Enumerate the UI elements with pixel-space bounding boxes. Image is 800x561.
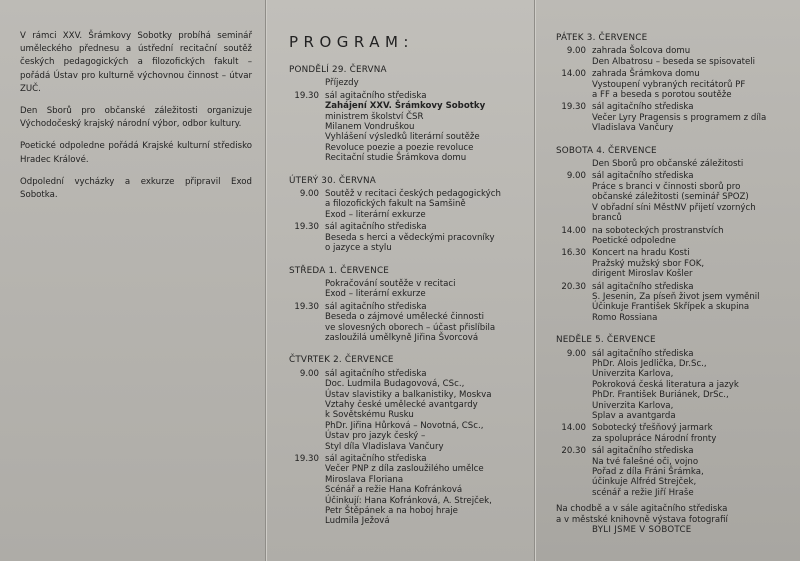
event-line: Ústav slavistiky a balkanistiky, Moskva	[325, 389, 492, 400]
event-description	[592, 171, 800, 223]
intro-text	[20, 30, 252, 211]
event-description	[592, 46, 800, 67]
event-line: Exod – literární exkurze	[325, 289, 426, 300]
event-line: Ludmila Ježová	[325, 516, 390, 527]
fold-line-left	[265, 0, 266, 561]
event-line: Účinkuje František Skřípek a skupina	[592, 302, 750, 313]
event-description	[325, 78, 534, 88]
event-time	[289, 78, 325, 88]
event-time: 9.00	[566, 348, 586, 359]
event-line: Poetické odpoledne	[592, 235, 676, 246]
event-time	[556, 159, 592, 169]
exhibition-note	[556, 504, 800, 535]
event-line: zahrada Šolcova domu	[592, 46, 691, 57]
event-line: Scénář a režie Hana Kofránková	[325, 485, 463, 496]
event-line: za spolupráce Národní fronty	[592, 433, 717, 444]
event-line: Pokroková česká literatura a jazyk	[592, 379, 739, 390]
event-line: zasloužilá umělkyně Jiřina Švorcová	[325, 332, 479, 343]
program-event	[556, 226, 800, 247]
event-description	[592, 282, 800, 324]
event-line: Práce s branci v činnosti sborů pro	[592, 181, 741, 192]
event-line: Zahájení XXV. Šrámkovy Sobotky	[325, 101, 486, 112]
event-line: ve slovesných oborech – účast přislíbila	[325, 322, 496, 333]
event-time: 14.00	[561, 225, 586, 236]
event-line: sál agitačního střediska	[325, 90, 427, 101]
program-column-2	[556, 33, 800, 535]
event-time: 20.30	[561, 446, 586, 457]
event-time: 14.00	[561, 69, 586, 80]
event-time: 9.00	[299, 189, 319, 200]
event-time: 19.30	[561, 102, 586, 113]
day-heading: PÁTEK 3. ČERVENCE	[556, 33, 648, 43]
event-time: 9.00	[566, 171, 586, 182]
program-event	[289, 279, 534, 300]
intro-paragraph: V rámci XXV. Šrámkovy Sobotky probíhá seminář uměleckého přednesu a ústřední recitační soutěž českých pedagogických a filozofických fakult – pořádá Ústav pro kulturně výchovnou činnost – útvar ZUČ.	[20, 31, 252, 94]
event-line: branců	[592, 213, 622, 224]
event-line: sál agitačního střediska	[325, 222, 427, 233]
event-line: PhDr. František Buriánek, DrSc.,	[592, 390, 729, 401]
event-line: PhDr. Jiřina Hůrková – Novotná, CSc.,	[325, 420, 484, 431]
intro-paragraph: Den Sborů pro občanské záležitosti organizuje Východočeský krajský národní výbor, odbor kultury.	[20, 106, 252, 130]
event-line: dirigent Miroslav Košler	[592, 269, 693, 280]
event-line: sál agitačního střediska	[592, 102, 694, 113]
program-event	[289, 189, 534, 220]
event-line: Soutěž v recitaci českých pedagogických	[325, 189, 501, 200]
event-description	[325, 302, 534, 344]
event-line: Miroslava Floriana	[325, 474, 404, 485]
event-line: účinkuje Alfréd Strejček,	[592, 477, 697, 488]
program-event	[556, 349, 800, 422]
event-description	[592, 159, 800, 169]
event-line: sál agitačního střediska	[325, 368, 427, 379]
event-line: Večer Lyry Pragensis s programem z díla	[592, 112, 767, 123]
event-description	[592, 226, 800, 247]
program-event	[289, 302, 534, 344]
program-day	[556, 33, 800, 134]
day-heading: NEDĚLE 5. ČERVENCE	[556, 335, 656, 346]
event-line: sál agitačního střediska	[592, 446, 694, 457]
intro-paragraph: Odpolední vycházky a exkurze připravil Exod Sobotka.	[20, 176, 252, 201]
event-line: Koncert na hradu Kosti	[592, 248, 690, 259]
event-line: Ústav pro jazyk český –	[325, 431, 426, 442]
event-line: PhDr. Alois Jedlička, Dr.Sc.,	[592, 358, 707, 369]
event-line: Exod – literární exkurze	[325, 209, 426, 220]
event-line: sál agitačního střediska	[325, 454, 427, 464]
exhibition-title: BYLI JSME V SOBOTCE	[592, 525, 692, 536]
event-line: Beseda o zájmové umělecké činnosti	[325, 312, 484, 323]
event-time: 19.30	[294, 222, 319, 233]
event-time: 19.30	[294, 454, 319, 464]
program-event	[289, 78, 534, 88]
event-description	[325, 454, 534, 527]
program-event	[289, 369, 534, 452]
event-time: 16.30	[561, 248, 586, 259]
event-line: sál agitačního střediska	[592, 171, 694, 182]
exhibition-note-line: Na chodbě a v sále agitačního střediska	[556, 504, 728, 515]
event-line: Styl díla Vladislava Vančury	[325, 441, 444, 452]
day-heading: STŘEDA 1. ČERVENCE	[289, 265, 390, 276]
event-description	[592, 69, 800, 100]
event-line: Vztahy české umělecké avantgardy	[325, 399, 478, 410]
event-line: Na tvé falešné oči, vojno	[592, 456, 699, 467]
program-event	[556, 248, 800, 279]
event-description	[325, 369, 534, 452]
event-description	[592, 423, 800, 444]
exhibition-note-line: a v městské knihovně výstava fotografií	[556, 514, 728, 525]
program-event	[556, 102, 800, 133]
event-line: občanské záležitosti (seminář SPOZ)	[592, 192, 749, 203]
event-line: Doc. Ludmila Budagovová, CSc.,	[325, 379, 465, 390]
event-line: Den Sborů pro občanské záležitosti	[592, 159, 744, 170]
event-time: 9.00	[566, 46, 586, 57]
event-line: Milanem Vondruškou	[325, 122, 415, 133]
intro-paragraph: Poetické odpoledne pořádá Krajské kulturní středisko Hradec Králové.	[20, 141, 252, 165]
event-line: Sobotecký třešňový jarmark	[592, 423, 713, 434]
event-line: sál agitačního střediska	[325, 301, 427, 312]
event-line: Vladislava Vančury	[592, 123, 674, 134]
event-line: a FF a beseda s porotou soutěže	[592, 90, 732, 101]
event-line: scénář a režie Jiří Hraše	[592, 487, 694, 498]
program-title: PROGRAM:	[289, 33, 414, 51]
day-heading: PONDĚLÍ 29. ČERVNA	[289, 65, 387, 75]
event-description	[325, 279, 534, 300]
event-time: 20.30	[561, 281, 586, 292]
event-line: Pražský mužský sbor FOK,	[592, 258, 705, 269]
event-line: Příjezdy	[325, 78, 359, 89]
event-line: Večer PNP z díla zasloužilého umělce	[325, 464, 484, 475]
event-line: Splav a avantgarda	[592, 411, 676, 421]
program-event	[289, 454, 534, 527]
event-line: sál agitačního střediska	[592, 348, 694, 359]
event-line: Revoluce poezie a poezie revoluce	[325, 142, 474, 153]
event-time: 14.00	[561, 423, 586, 434]
event-line: Pořad z díla Fráni Šrámka,	[592, 467, 704, 478]
event-time: 19.30	[294, 301, 319, 312]
program-event	[556, 159, 800, 169]
event-description	[592, 102, 800, 133]
program-event	[556, 69, 800, 100]
event-time	[289, 279, 325, 300]
program-day	[556, 335, 800, 498]
event-line: Recitační studie Šrámkova domu	[325, 153, 467, 164]
event-line: na soboteckých prostranstvích	[592, 225, 724, 236]
event-line: V obřadní síni MěstNV přijetí vzorných	[592, 202, 756, 213]
event-line: zahrada Šrámkova domu	[592, 69, 700, 80]
day-heading: ÚTERÝ 30. ČERVNA	[289, 175, 377, 186]
event-line: Vystoupení vybraných recitátorů PF	[592, 79, 746, 90]
event-line: sál agitačního střediska	[592, 281, 694, 292]
program-event	[556, 171, 800, 223]
event-time: 19.30	[294, 90, 319, 101]
event-description	[325, 91, 534, 164]
program-event	[289, 91, 534, 164]
event-line: Petr Štěpánek a na hoboj hraje	[325, 506, 458, 517]
event-time: 9.00	[299, 368, 319, 379]
event-line: Beseda s herci a vědeckými pracovníky	[325, 232, 495, 243]
program-event	[289, 222, 534, 253]
event-line: Romo Rossiana	[592, 312, 658, 323]
program-event	[556, 46, 800, 67]
event-line: Univerzita Karlova,	[592, 400, 674, 411]
event-line: ministrem školství ČSR	[325, 111, 424, 122]
program-event	[556, 282, 800, 324]
event-line: S. Jesenin, Za píseň život jsem vyměnil	[592, 291, 760, 302]
program-day	[289, 65, 534, 164]
fold-line-right	[534, 0, 535, 561]
program-column-1	[289, 33, 534, 533]
event-description	[325, 222, 534, 253]
program-event	[556, 423, 800, 444]
event-line: Pokračování soutěže v recitaci	[325, 278, 456, 289]
program-day	[289, 355, 534, 527]
event-line: o jazyce a stylu	[325, 243, 392, 254]
event-line: Den Albatrosu – beseda se spisovateli	[592, 56, 756, 67]
event-description	[592, 446, 800, 498]
program-day	[289, 176, 534, 254]
event-line: Účinkují: Hana Kofránková, A. Strejček,	[325, 495, 492, 506]
event-line: a filozofických fakult na Samšině	[325, 199, 466, 210]
event-line: Univerzita Karlova,	[592, 369, 674, 380]
event-description	[325, 189, 534, 220]
event-description	[592, 349, 800, 422]
program-day	[556, 146, 800, 324]
program-event	[556, 446, 800, 498]
program-day	[289, 266, 534, 344]
event-description	[592, 248, 800, 279]
day-heading: SOBOTA 4. ČERVENCE	[556, 145, 657, 156]
event-line: k Sovětskému Rusku	[325, 410, 414, 421]
event-line: Vyhlášení výsledků literární soutěže	[325, 132, 480, 143]
day-heading: ČTVRTEK 2. ČERVENCE	[289, 355, 394, 366]
